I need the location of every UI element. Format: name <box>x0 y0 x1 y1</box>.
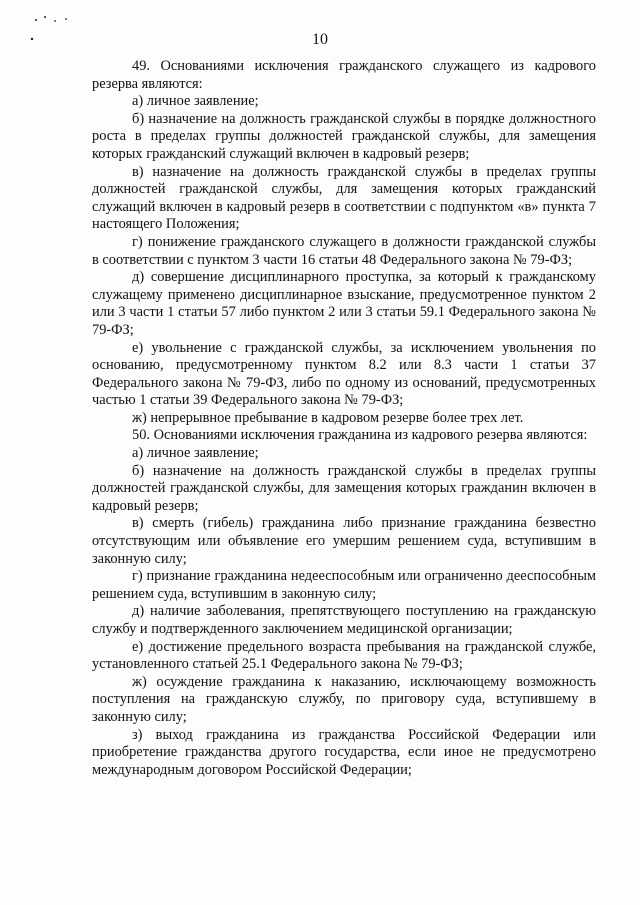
paragraph-49-b: б) назначение на должность гражданской службы в порядке должностного роста в пределах группы должностей гражданской службы, для замещения которых гражданский служащий включен в кадровый резерв; <box>92 110 596 162</box>
paragraph-50-d: д) наличие заболевания, препятствующего поступлению на гражданскую службу и подтвержденного заключением медицинской организации; <box>92 603 596 637</box>
page-number: 10 <box>312 31 328 48</box>
paragraph-50-a: а) личное заявление; <box>132 445 259 462</box>
paragraph-49-v: в) назначение на должность гражданской службы в пределах группы должностей гражданской службы, для замещения которых гражданский служащий включен в кадровый резерв в соответствии с подпунктом «в» пункта 7 настоящего Положения; <box>92 163 596 233</box>
paragraph-50-zh: ж) осуждение гражданина к наказанию, исключающему возможность поступления на гражданскую службу, по приговору суда, вступившему в законную силу; <box>92 673 596 725</box>
document-body <box>92 58 596 779</box>
paragraph-50-v: в) смерть (гибель) гражданина либо признание гражданина безвестно отсутствующим или объявление его умершим решением суда, вступившим в законную силу; <box>92 515 596 567</box>
paragraph-50-intro: 50. Основаниями исключения гражданина из кадрового резерва являются: <box>132 427 588 444</box>
paragraph-49-zh: ж) непрерывное пребывание в кадровом резерве более трех лет. <box>132 409 524 426</box>
paragraph-50-b: б) назначение на должность гражданской службы в пределах группы должностей гражданской службы, для замещения которых гражданин включен в кадровый резерв; <box>92 462 596 514</box>
paragraph-49-e: е) увольнение с гражданской службы, за исключением увольнения по основанию, предусмотренному пунктом 8.2 или 8.3 части 1 статьи 37 Федерального закона № 79-ФЗ, либо по одному из оснований, предусмотренных частью 1 статьи 39 Федерального закона № 79-ФЗ; <box>92 339 596 409</box>
paragraph-49-intro: 49. Основаниями исключения гражданского служащего из кадрового резерва являются: <box>92 58 596 92</box>
paragraph-50-e: е) достижение предельного возраста пребывания на гражданской службе, установленного статьей 25.1 Федерального закона № 79-ФЗ; <box>92 638 596 673</box>
paragraph-49-g: г) понижение гражданского служащего в должности гражданской службы в соответствии с пунктом 3 части 16 статьи 48 Федерального закона № 79-ФЗ; <box>92 233 596 268</box>
paragraph-49-d: д) совершение дисциплинарного проступка, за который к гражданскому служащему применено дисциплинарное взыскание, предусмотренное пунктом 2 или 3 части 1 статьи 57 либо пунктом 2 или 3 статьи 59.1 Федерального закона № 79-ФЗ; <box>92 269 596 338</box>
paragraph-50-z: з) выход гражданина из гражданства Российской Федерации или приобретение гражданства другого государства, если иное не предусмотрено международным договором Российской Федерации; <box>92 726 596 778</box>
paragraph-50-g: г) признание гражданина недееспособным или ограниченно дееспособным решением суда, вступившим в законную силу; <box>92 568 596 602</box>
paragraph-49-a: а) личное заявление; <box>132 93 259 110</box>
